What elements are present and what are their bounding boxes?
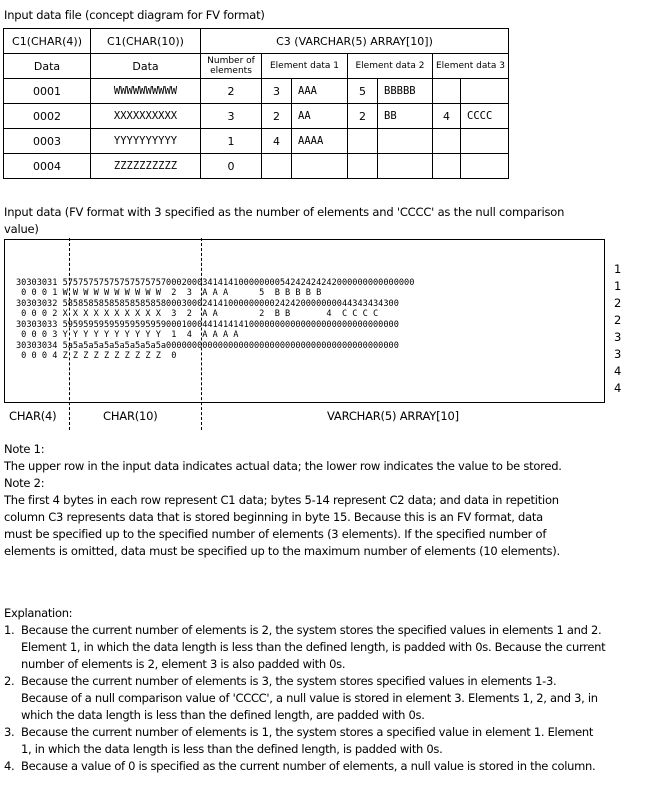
note-2-text: must be specified up to the specified number of elements (3 elements). If the specified number of <box>4 527 547 541</box>
len-cell <box>348 154 378 179</box>
row-number: 2 <box>614 296 622 310</box>
c2-cell: ZZZZZZZZZZ <box>91 154 201 179</box>
hex-row: 30303032 58585858585858585858000300024141000000000242420000000044343434300 <box>16 299 399 309</box>
len-cell <box>433 129 461 154</box>
row-number: 4 <box>614 381 622 395</box>
count-cell: 2 <box>201 79 262 104</box>
subheader-element-1: Element data 1 <box>262 54 348 79</box>
c2-cell: XXXXXXXXXX <box>91 104 201 129</box>
hex-row: 30303033 59595959595959595959000100044141414100000000000000000000000000000 <box>16 320 399 330</box>
value-cell <box>292 154 348 179</box>
hex-row: 30303034 5a5a5a5a5a5a5a5a5a5a000000000000000000000000000000000000000000000 <box>16 341 399 351</box>
input-data-table <box>3 28 509 179</box>
note-2-title: Note 2: <box>4 476 45 490</box>
subheader-data-2: Data <box>91 54 201 79</box>
note-2-text: The first 4 bytes in each row represent C1 data; bytes 5-14 represent C2 data; and data in repetition <box>4 493 559 507</box>
explanation-line: 1, in which the data length is less than the defined length, is padded with 0s. <box>21 742 443 756</box>
explanation-title: Explanation: <box>4 606 73 620</box>
row-number: 3 <box>614 347 622 361</box>
c2-cell: WWWWWWWWWW <box>91 79 201 104</box>
value-cell <box>378 129 433 154</box>
header-c3: C3 (VARCHAR(5) ARRAY[10]) <box>201 29 509 54</box>
len-cell: 3 <box>262 79 292 104</box>
value-cell <box>461 79 509 104</box>
varchar-array-label: VARCHAR(5) ARRAY[10] <box>327 409 459 423</box>
count-cell: 1 <box>201 129 262 154</box>
value-row: 0 0 0 1 W W W W W W W W W W 2 3 A A A 5 B B B B B <box>16 288 322 298</box>
len-cell: 5 <box>348 79 378 104</box>
row-number: 4 <box>614 364 622 378</box>
input-data-title-cont: value) <box>4 222 39 236</box>
row-number: 3 <box>614 330 622 344</box>
len-cell: 2 <box>348 104 378 129</box>
char10-label: CHAR(10) <box>103 409 158 423</box>
value-cell <box>461 129 509 154</box>
table-row <box>4 79 509 104</box>
explanation-line: which the data length is less than the defined length, are padded with 0s. <box>21 708 425 722</box>
len-cell: 4 <box>433 104 461 129</box>
explanation-line: Because the current number of elements is 2, the system stores the specified values in elements 1 and 2. <box>21 623 602 637</box>
len-cell <box>433 79 461 104</box>
note-1-text: The upper row in the input data indicates actual data; the lower row indicates the value to be stored. <box>4 459 562 473</box>
len-cell <box>348 129 378 154</box>
explanation-number: 2. <box>4 674 15 688</box>
input-data-title: Input data (FV format with 3 specified as the number of elements and 'CCCC' as the null comparison <box>4 205 565 219</box>
explanation-line: number of elements is 2, element 3 is also padded with 0s. <box>21 657 346 671</box>
table-row <box>4 104 509 129</box>
len-cell <box>433 154 461 179</box>
subheader-number-of-elements: Number of elements <box>201 54 262 79</box>
explanation-line: Because a value of 0 is specified as the current number of elements, a null value is stored in the column. <box>21 759 596 773</box>
value-row: 0 0 0 4 Z Z Z Z Z Z Z Z Z Z 0 <box>16 351 177 361</box>
note-1-title: Note 1: <box>4 442 45 456</box>
value-row: 0 0 0 3 Y Y Y Y Y Y Y Y Y Y 1 4 A A A A <box>16 330 239 340</box>
explanation-number: 3. <box>4 725 15 739</box>
value-row: 0 0 0 2 X X X X X X X X X X 3 2 A A 2 B B 4 C C C C <box>16 309 379 319</box>
row-number: 2 <box>614 313 622 327</box>
char4-label: CHAR(4) <box>9 409 57 423</box>
subheader-data-1: Data <box>4 54 91 79</box>
c1-cell: 0003 <box>4 129 91 154</box>
subheader-element-3: Element data 3 <box>433 54 509 79</box>
value-cell: AA <box>292 104 348 129</box>
explanation-line: Because the current number of elements is 1, the system stores a specified value in element 1. Element <box>21 725 594 739</box>
len-cell: 4 <box>262 129 292 154</box>
value-cell: AAAA <box>292 129 348 154</box>
value-cell: BB <box>378 104 433 129</box>
header-c1: C1(CHAR(4)) <box>4 29 91 54</box>
len-cell <box>262 154 292 179</box>
value-cell: CCCC <box>461 104 509 129</box>
table-row <box>4 154 509 179</box>
table-row <box>4 129 509 154</box>
explanation-line: Because of a null comparison value of 'CCCC', a null value is stored in element 3. Elements 1, 2, and 3, in <box>21 691 598 705</box>
c1-cell: 0004 <box>4 154 91 179</box>
c2-cell: YYYYYYYYYY <box>91 129 201 154</box>
header-c2: C1(CHAR(10)) <box>91 29 201 54</box>
value-cell: AAA <box>292 79 348 104</box>
explanation-line: Element 1, in which the data length is less than the defined length, is padded with 0s. Because the current <box>21 640 606 654</box>
table-title: Input data file (concept diagram for FV format) <box>4 8 265 22</box>
note-2-text: column C3 represents data that is stored beginning in byte 15. Because this is an FV format, data <box>4 510 543 524</box>
value-cell <box>378 154 433 179</box>
hex-row: 30303031 57575757575757575757000200034141410000000054242424242000000000000000 <box>16 278 415 288</box>
row-number: 1 <box>614 262 622 276</box>
c1-cell: 0002 <box>4 104 91 129</box>
explanation-number: 1. <box>4 623 15 637</box>
subheader-element-2: Element data 2 <box>348 54 433 79</box>
row-number: 1 <box>614 279 622 293</box>
explanation-line: Because the current number of elements is 3, the system stores specified values in elements 1-3. <box>21 674 557 688</box>
count-cell: 3 <box>201 104 262 129</box>
explanation-number: 4. <box>4 759 15 773</box>
c1-cell: 0001 <box>4 79 91 104</box>
len-cell: 2 <box>262 104 292 129</box>
note-2-text: elements is omitted, data must be specified up to the maximum number of elements (10 elements). <box>4 544 560 558</box>
value-cell: BBBBB <box>378 79 433 104</box>
count-cell: 0 <box>201 154 262 179</box>
value-cell <box>461 154 509 179</box>
